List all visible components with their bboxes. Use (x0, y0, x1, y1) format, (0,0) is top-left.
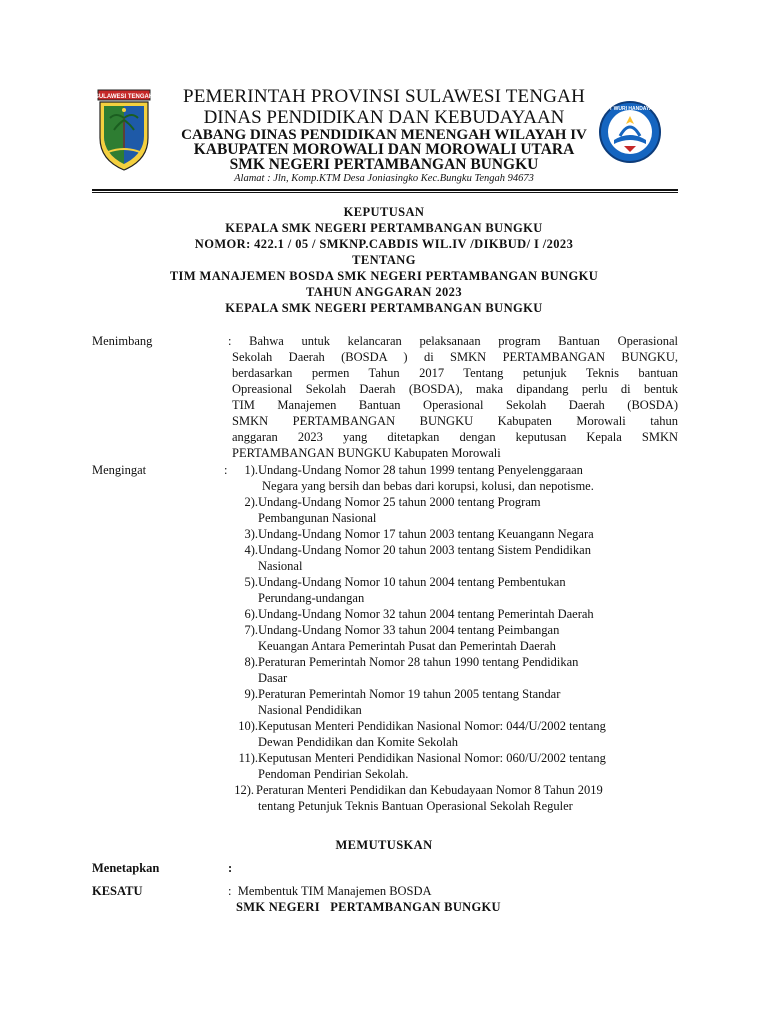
menetapkan-label: Menetapkan (92, 861, 160, 875)
decree-year: TAHUN ANGGARAN 2023 (306, 285, 462, 299)
kesatu-label: KESATU (92, 884, 143, 898)
letterhead-school: SMK NEGERI PERTAMBANGAN BUNGKU (229, 156, 539, 173)
menimbang-line: : Bahwa untuk kelancaran pelaksanaan program Bantuan Operasional (228, 334, 678, 348)
menimbang-label: Menimbang (92, 334, 153, 348)
kesatu-school: SMK NEGERI PERTAMBANGAN BUNGKU (236, 900, 501, 914)
tut-wuri-handayani-text: TUT WURI HANDAYANI (602, 106, 658, 112)
list-item-number: 5). (244, 575, 258, 589)
list-item-number: 12). (234, 783, 254, 797)
letterhead-government: PEMERINTAH PROVINSI SULAWESI TENGAH (182, 86, 586, 107)
list-item-text: Perundang-undangan (258, 591, 365, 605)
list-item-text: Nasional (258, 559, 303, 573)
list-item-number: 1). (244, 463, 258, 477)
menimbang-line: PERTAMBANGAN BUNGKU Kabupaten Morowali (232, 446, 501, 460)
list-item-text: Undang-Undang Nomor 33 tahun 2004 tentang Peimbangan (258, 623, 560, 637)
list-item-text: Pendoman Pendirian Sekolah. (258, 767, 409, 781)
list-item-text: Pembangunan Nasional (258, 511, 377, 525)
letterhead-branch: CABANG DINAS PENDIDIKAN MENENGAH WILAYAH IV (181, 127, 587, 143)
menimbang-line: TIM Manajemen Bantuan Operasional Sekolah Daerah (BOSDA) (232, 398, 678, 412)
list-item-text: Undang-Undang Nomor 28 tahun 1999 tentang Penyelenggaraan (258, 463, 583, 477)
list-item-text: Peraturan Pemerintah Nomor 28 tahun 1990 tentang Pendidikan (258, 655, 579, 669)
list-item-text: Peraturan Menteri Pendidikan dan Kebudayaan Nomor 8 Tahun 2019 (256, 783, 603, 797)
menimbang-line: Sekolah Daerah (BOSDA ) di SMKN PERTAMBANGAN BUNGKU, (232, 350, 678, 364)
list-item-text: Negara yang bersih dan bebas dari korupsi, kolusi, dan nepotisme. (262, 479, 594, 493)
list-item-text: Keuangan Antara Pemerintah Pusat dan Pemerintah Daerah (258, 639, 556, 653)
list-item-text: Undang-Undang Nomor 32 tahun 2004 tentang Pemerintah Daerah (258, 607, 594, 621)
list-item-number: 9). (244, 687, 258, 701)
decree-issuer: KEPALA SMK NEGERI PERTAMBANGAN BUNGKU (225, 221, 543, 235)
letterhead-rule-thin (92, 192, 678, 193)
list-item-number: 3). (244, 527, 258, 541)
list-item-number: 2). (244, 495, 258, 509)
list-item-number: 10). (238, 719, 258, 733)
list-item-number: 4). (244, 543, 258, 557)
list-item-text: Peraturan Pemerintah Nomor 19 tahun 2005 tentang Standar (258, 687, 561, 701)
menimbang-line: SMKN PERTAMBANGAN BUNGKU Kabupaten Morowali tahun (232, 414, 678, 428)
letterhead-address: Alamat : Jln, Komp.KTM Desa Joniasingko Kec.Bungku Tengah 94673 (234, 173, 534, 184)
kesatu-text: : Membentuk TIM Manajemen BOSDA (228, 884, 432, 898)
decree-number: NOMOR: 422.1 / 05 / SMKNP.CABDIS WIL.IV /DIKBUD/ I /2023 (194, 237, 574, 251)
decree-title: KEPUTUSAN (343, 205, 425, 219)
decree-issuer-repeat: KEPALA SMK NEGERI PERTAMBANGAN BUNGKU (225, 301, 543, 315)
menimbang-line: anggaran 2023 yang ditetapkan dengan keputusan Kepala SMKN (232, 430, 678, 444)
mengingat-label: Mengingat (92, 463, 147, 477)
list-item-text: tentang Petunjuk Teknis Bantuan Operasional Sekolah Reguler (258, 799, 573, 813)
list-item-number: 7). (244, 623, 258, 637)
mengingat-colon: : (224, 463, 228, 477)
menetapkan-colon: : (228, 861, 233, 875)
list-item-text: Dewan Pendidikan dan Komite Sekolah (258, 735, 458, 749)
list-item-text: Undang-Undang Nomor 10 tahun 2004 tentang Pembentukan (258, 575, 566, 589)
letterhead-department: DINAS PENDIDIKAN DAN KEBUDAYAAN (203, 107, 565, 128)
memutuskan-heading: MEMUTUSKAN (335, 838, 433, 852)
menimbang-line: berdasarkan permen Tahun 2017 Tentang petunjuk Teknis bantuan (232, 366, 678, 380)
letterhead-regency: KABUPATEN MOROWALI DAN MOROWALI UTARA (193, 141, 575, 158)
decree-about: TENTANG (352, 253, 416, 267)
letterhead-rule-thick (92, 189, 678, 191)
list-item-text: Nasional Pendidikan (258, 703, 362, 717)
list-item-text: Keputusan Menteri Pendidikan Nasional Nomor: 060/U/2002 tentang (258, 751, 606, 765)
list-item-number: 11). (238, 751, 258, 765)
list-item-text: Undang-Undang Nomor 25 tahun 2000 tentang Program (258, 495, 541, 509)
list-item-text: Undang-Undang Nomor 20 tahun 2003 tentang Sistem Pendidikan (258, 543, 591, 557)
list-item-number: 6). (244, 607, 258, 621)
list-item-text: Keputusan Menteri Pendidikan Nasional Nomor: 044/U/2002 tentang (258, 719, 606, 733)
decree-subject: TIM MANAJEMEN BOSDA SMK NEGERI PERTAMBANGAN BUNGKU (169, 269, 599, 283)
province-emblem-text: SULAWESI TENGAH (96, 94, 152, 100)
list-item-text: Undang-Undang Nomor 17 tahun 2003 tentang Keuangann Negara (258, 527, 594, 541)
list-item-text: Dasar (258, 671, 288, 685)
menimbang-line: Opreasional Sekolah Daerah (BOSDA), maka dipandang perlu di bentuk (232, 382, 678, 396)
list-item-number: 8). (244, 655, 258, 669)
